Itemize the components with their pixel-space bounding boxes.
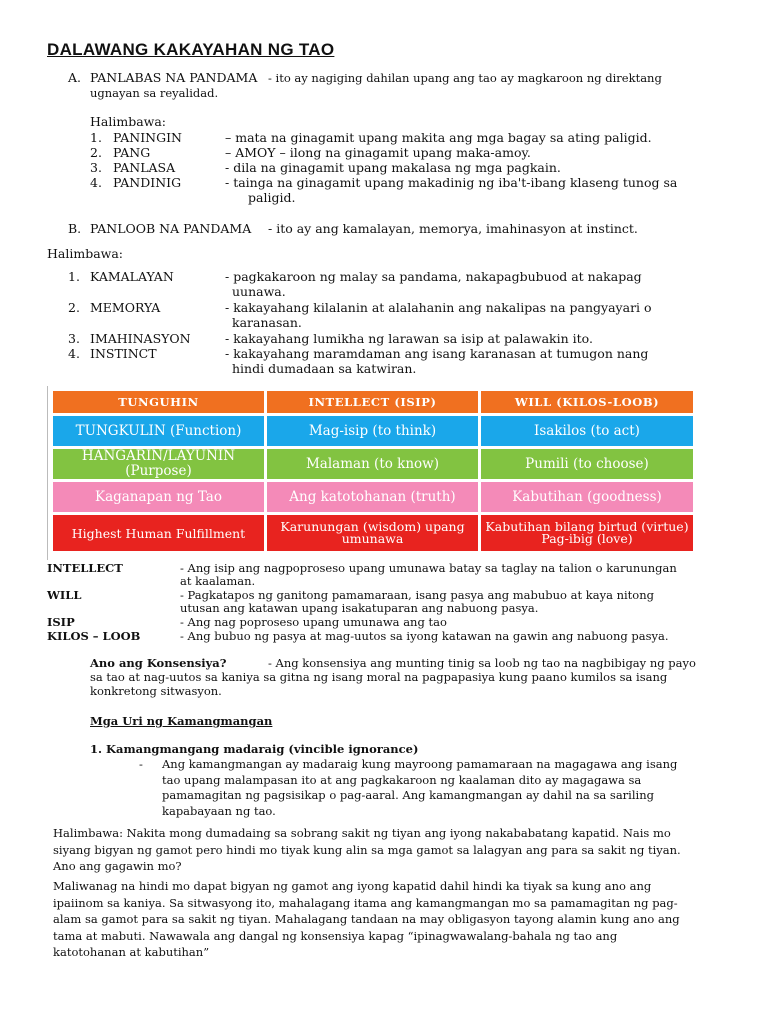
paragraph-line: katotohanan at kabutihan” bbox=[53, 945, 210, 959]
table-cell-will: Pumili (to choose) bbox=[481, 449, 693, 479]
table-header-cell: WILL (KILOS-LOOB) bbox=[481, 391, 693, 413]
table-cell-will: Isakilos (to act) bbox=[481, 416, 693, 446]
table-cell-isip: Ang katotohanan (truth) bbox=[267, 482, 478, 512]
section-b-desc: - ito ay ang kamalayan, memorya, imahinasyon at instinct. bbox=[268, 221, 638, 236]
table-cell-isip: Karunungan (wisdom) upang umunawa bbox=[267, 515, 478, 551]
definition-text-cont: at kaalaman. bbox=[180, 574, 256, 588]
list-item-def-cont: paligid. bbox=[248, 190, 296, 205]
paragraph-line: tama at mabuti. Nawawala ang dangal ng konsensiya kapag “ipinagwawalang-bahala ng tao ang bbox=[53, 928, 618, 943]
section-a-desc-2: ugnayan sa reyalidad. bbox=[90, 86, 219, 100]
table-cell-label: Highest Human Fulfillment bbox=[53, 515, 264, 551]
list-item-def: - pagkakaroon ng malay sa pandama, nakapagbubuod at nakapag bbox=[225, 269, 642, 284]
tunguhin-table bbox=[53, 391, 693, 554]
section-a-halimbawa: Halimbawa: bbox=[90, 114, 167, 129]
paragraph-line: alam sa gamot para sa sakit ng tiyan. Mahalagang tandaan na may obligasyon tayong alamin kung ano ang bbox=[53, 912, 680, 926]
list-item-term: MEMORYA bbox=[90, 300, 161, 315]
table-header-row bbox=[53, 391, 693, 413]
table-cell-will: Kabutihan bilang birtud (virtue) Pag-ibig (love) bbox=[481, 515, 693, 551]
definition-text: - Ang isip ang nagpoproseso upang umunawa batay sa taglay na talion o karunungan bbox=[180, 561, 677, 575]
list-item-term: IMAHINASYON bbox=[90, 331, 191, 346]
section-b-heading: PANLOOB NA PANDAMA bbox=[90, 221, 252, 236]
final-paragraph bbox=[53, 878, 723, 961]
table-row bbox=[53, 515, 693, 551]
table-cell-isip: Mag-isip (to think) bbox=[267, 416, 478, 446]
definition-term: INTELLECT bbox=[47, 561, 123, 575]
uri-dash: - bbox=[139, 757, 143, 771]
page-title: DALAWANG KAKAYAHAN NG TAO bbox=[47, 40, 335, 59]
list-item-term: INSTINCT bbox=[90, 346, 157, 361]
definition-text: - Ang nag poproseso upang umunawa ang tao bbox=[180, 615, 447, 629]
list-item-def: - dila na ginagamit upang makalasa ng mga pagkain. bbox=[225, 160, 561, 175]
paragraph-line: Ano ang gagawin mo? bbox=[53, 859, 182, 873]
list-item-num: 3. bbox=[68, 331, 80, 346]
list-item-num: 1. bbox=[90, 130, 102, 145]
table-cell-isip: Malaman (to know) bbox=[267, 449, 478, 479]
table-row bbox=[53, 482, 693, 512]
paragraph-line: ipaiinom sa kaniya. Sa sitwasyong ito, mahalagang itama ang kamangmangan mo sa pamamagitan ng pag- bbox=[53, 895, 678, 910]
halimbawa-paragraph bbox=[53, 825, 723, 875]
table-cell-will: Kabutihan (goodness) bbox=[481, 482, 693, 512]
list-item-def-cont: karanasan. bbox=[232, 315, 302, 330]
table-cell-label: Kaganapan ng Tao bbox=[53, 482, 264, 512]
paragraph-line: Halimbawa: Nakita mong dumadaing sa sobrang sakit ng tiyan ang iyong nakababatang kapatid. Nais mo bbox=[53, 826, 671, 840]
list-item-term: PANLASA bbox=[113, 160, 176, 175]
table-cell-label: HANGARIN/LAYUNIN (Purpose) bbox=[53, 449, 264, 479]
definition-text: - Pagkatapos ng ganitong pamamaraan, isang pasya ang mabubuo at kaya nitong bbox=[180, 588, 654, 602]
list-item-def: – AMOY – ilong na ginagamit upang maka-amoy. bbox=[225, 145, 531, 160]
list-item-def: - tainga na ginagamit upang makadinig ng iba't-ibang klaseng tunog sa bbox=[225, 175, 678, 190]
margin-rule bbox=[47, 386, 48, 560]
uri-paragraph-line: pamamagitan ng pagsisikap o pag-aaral. Ang kamangmangan ay dahil na sa sariling bbox=[162, 788, 654, 802]
list-item-def: - kakayahang kilalanin at alalahanin ang nakalipas na pangyayari o bbox=[225, 300, 652, 315]
section-b-halimbawa: Halimbawa: bbox=[47, 246, 124, 261]
paragraph-line: Maliwanag na hindi mo dapat bigyan ng gamot ang iyong kapatid dahil hindi ka tiyak sa kung ano ang bbox=[53, 879, 652, 893]
definition-term: WILL bbox=[47, 588, 82, 602]
uri-paragraph-line: Ang kamangmangan ay madaraig kung mayroong pamamaraan na magagawa ang isang bbox=[162, 757, 678, 771]
list-item-term: PANG bbox=[113, 145, 151, 160]
list-item-num: 1. bbox=[68, 269, 80, 284]
list-item-num: 4. bbox=[90, 175, 102, 190]
konsensiya-answer-1: - Ang konsensiya ang munting tinig sa loob ng tao na nagbibigay ng payo bbox=[268, 656, 696, 670]
list-item-num: 4. bbox=[68, 346, 80, 361]
uri-item-1: 1. Kamangmangang madaraig (vincible ignorance) bbox=[90, 742, 419, 756]
table-header-cell: TUNGUHIN bbox=[53, 391, 264, 413]
definition-term: KILOS – LOOB bbox=[47, 629, 141, 643]
list-item-def: – mata na ginagamit upang makita ang mga bagay sa ating paligid. bbox=[225, 130, 652, 145]
uri-paragraph-line: tao upang malampasan ito at ang pagkakaroon ng kaalaman dito ay magagawa sa bbox=[162, 772, 642, 787]
section-a-letter: A. bbox=[68, 70, 82, 85]
list-item-def: - kakayahang lumikha ng larawan sa isip at palawakin ito. bbox=[225, 331, 593, 346]
konsensiya-answer-3: konkretong sitwasyon. bbox=[90, 684, 222, 698]
table-row bbox=[53, 416, 693, 446]
definition-text: - Ang bubuo ng pasya at mag-uutos sa iyong katawan na gawin ang nabuong pasya. bbox=[180, 629, 669, 643]
list-item-term: PANDINIG bbox=[113, 175, 182, 190]
list-item-num: 2. bbox=[68, 300, 80, 315]
definition-text-cont: utusan ang katawan upang isakatuparan ang nabuong pasya. bbox=[180, 601, 539, 615]
section-b-letter: B. bbox=[68, 221, 82, 236]
list-item-num: 2. bbox=[90, 145, 102, 160]
section-a-heading: PANLABAS NA PANDAMA bbox=[90, 70, 258, 85]
section-a-desc-1: - ito ay nagiging dahilan upang ang tao ay magkaroon ng direktang bbox=[268, 71, 662, 85]
list-item-def-cont: uunawa. bbox=[232, 284, 286, 299]
list-item-term: KAMALAYAN bbox=[90, 269, 174, 284]
table-row bbox=[53, 449, 693, 479]
uri-paragraph bbox=[162, 757, 677, 819]
definition-term: ISIP bbox=[47, 615, 75, 629]
uri-paragraph-line: kapabayaan ng tao. bbox=[162, 803, 276, 818]
table-cell-label: TUNGKULIN (Function) bbox=[53, 416, 264, 446]
list-item-def: - kakayahang maramdaman ang isang karanasan at tumugon nang bbox=[225, 346, 649, 361]
list-item-term: PANINGIN bbox=[113, 130, 182, 145]
konsensiya-question: Ano ang Konsensiya? bbox=[90, 656, 227, 670]
konsensiya-answer-2: sa tao at nag-uutos sa kaniya sa gitna ng isang moral na pagpapasiya kung paano kumilos sa isang bbox=[90, 670, 668, 684]
paragraph-line: siyang bigyan ng gamot pero hindi mo tiyak kung alin sa mga gamot sa lalagyan ang para sa sakit ng tiyan. bbox=[53, 842, 681, 857]
uri-heading: Mga Uri ng Kamangmangan bbox=[90, 714, 273, 728]
list-item-num: 3. bbox=[90, 160, 102, 175]
list-item-def-cont: hindi dumadaan sa katwiran. bbox=[232, 361, 417, 376]
table-header-cell: INTELLECT (ISIP) bbox=[267, 391, 478, 413]
